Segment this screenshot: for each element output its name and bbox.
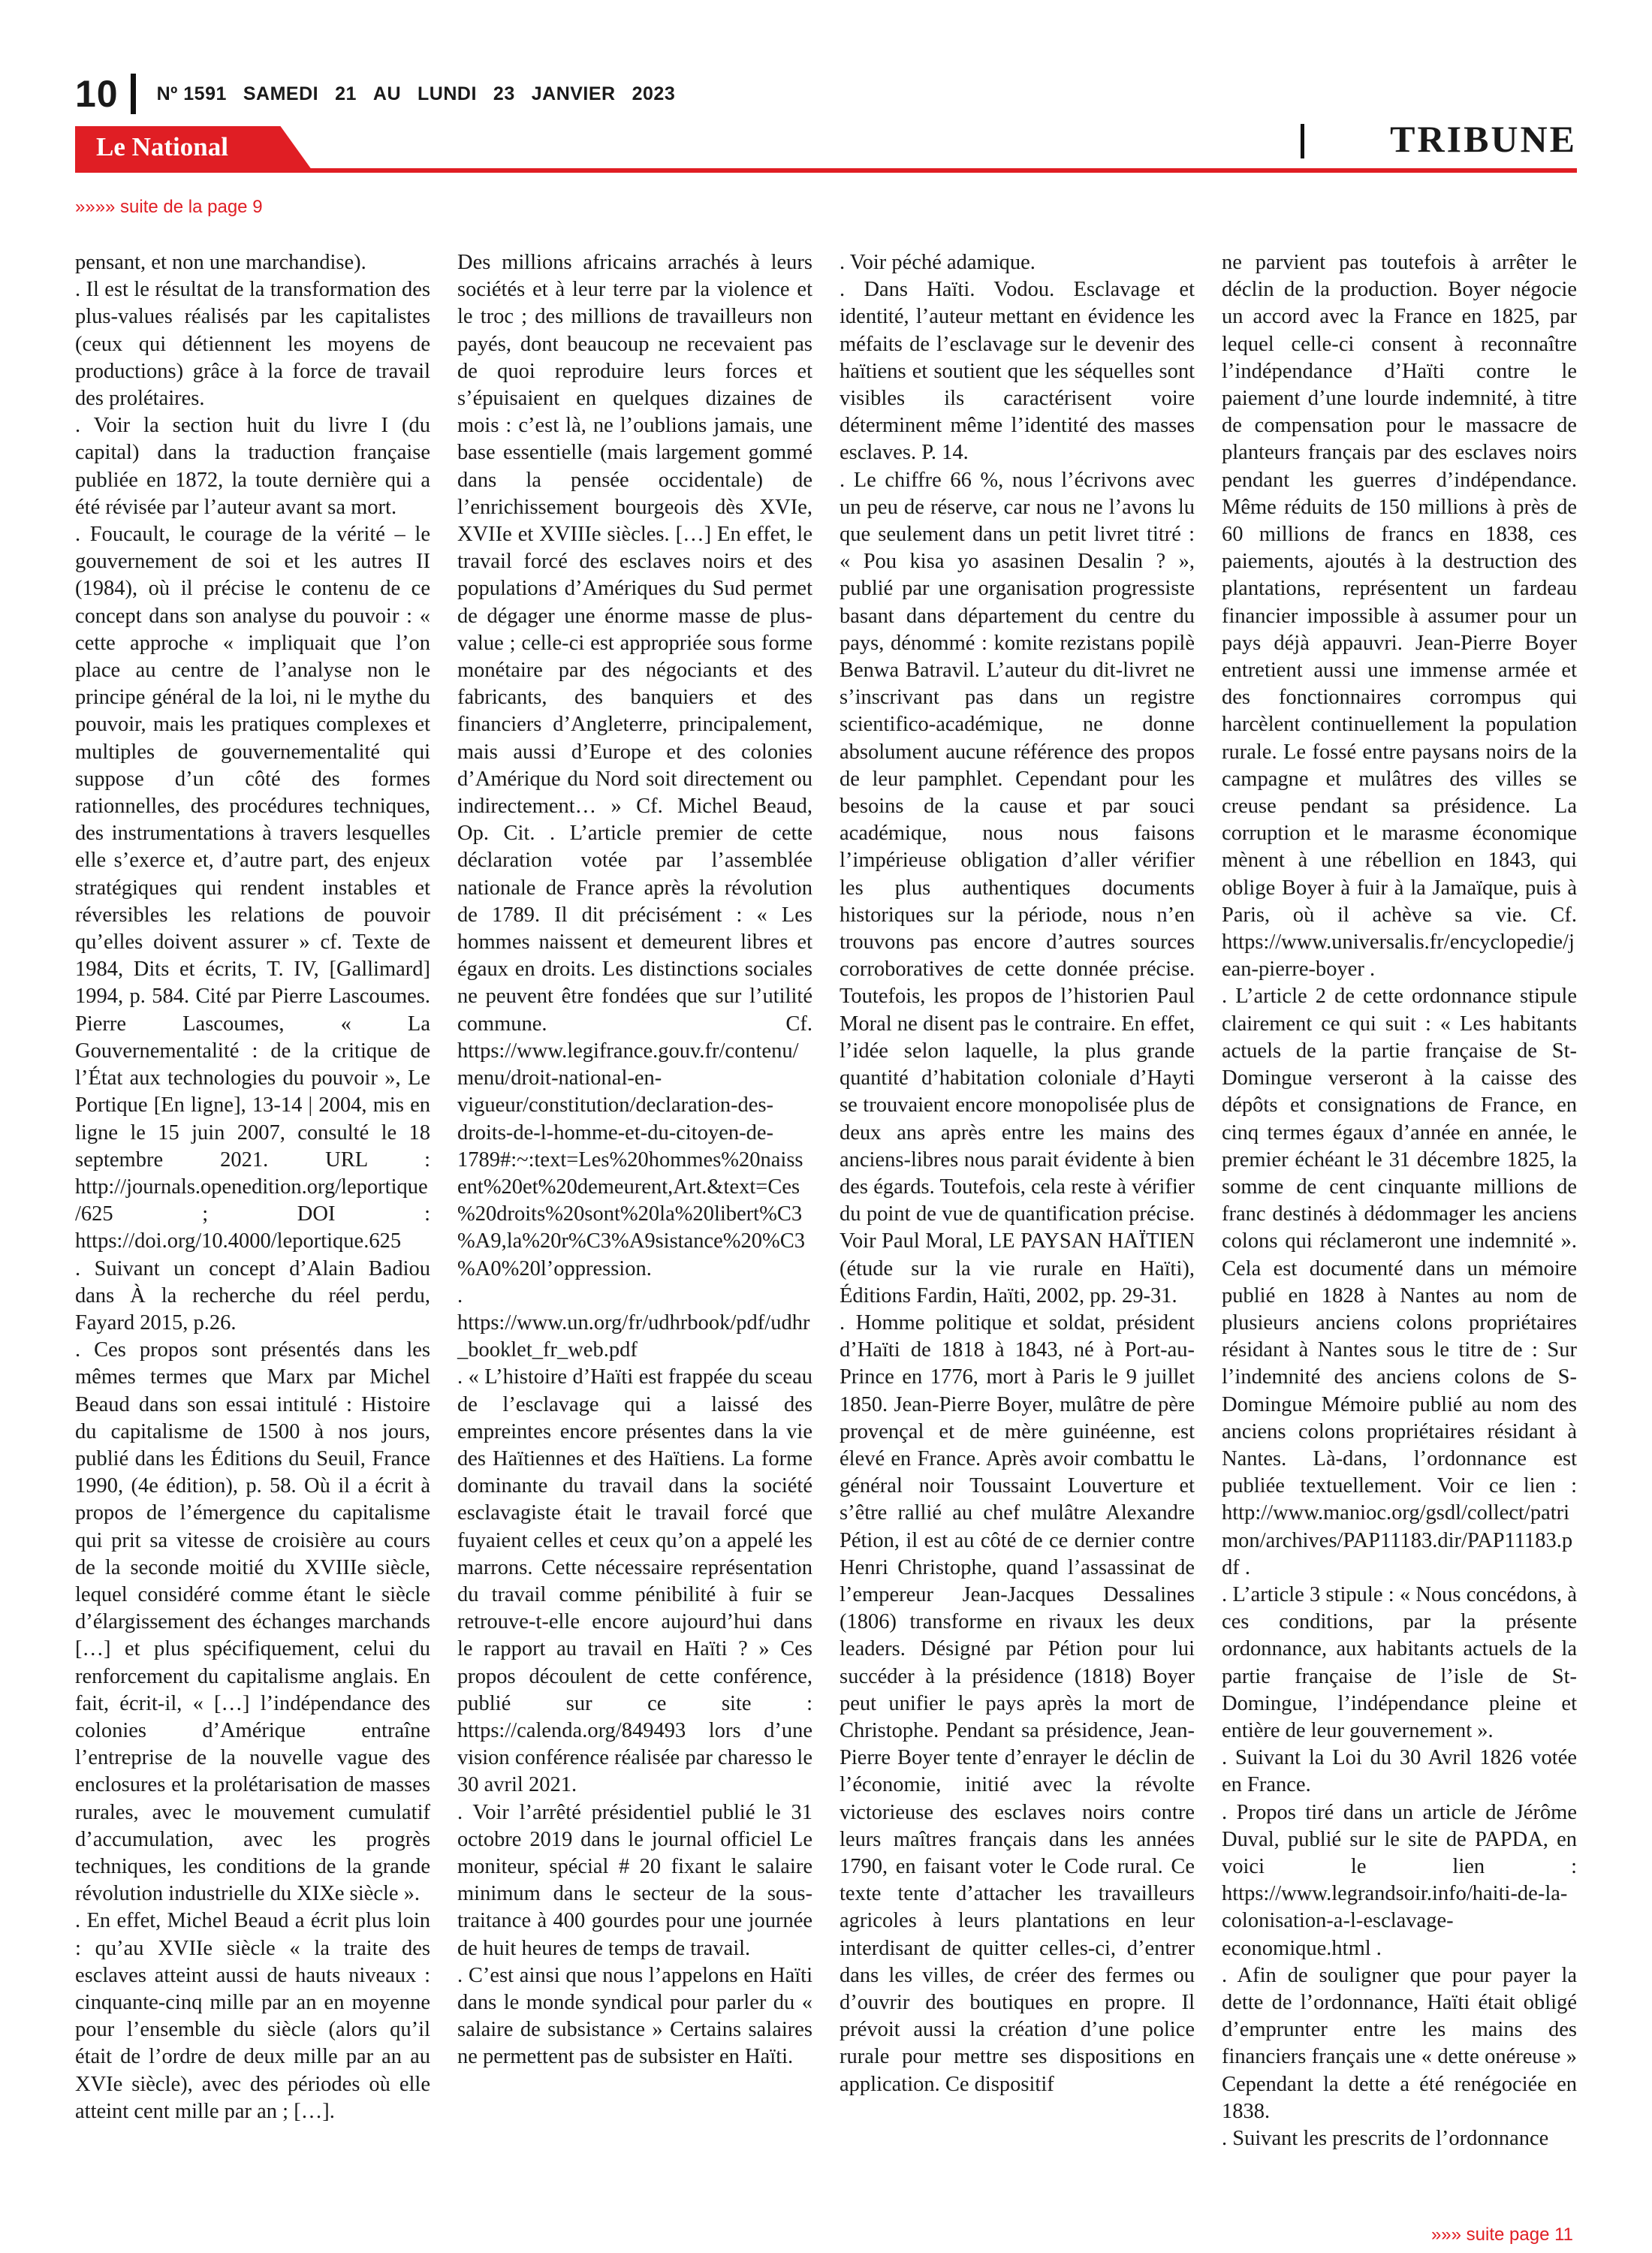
column-3 <box>840 249 1195 2187</box>
page-number: 10 <box>75 73 119 115</box>
column-1 <box>75 249 430 2187</box>
date-word: SAMEDI <box>243 83 319 104</box>
date-word: AU <box>372 83 402 104</box>
header-divider <box>131 74 136 114</box>
brand-logo: Le National <box>96 132 228 161</box>
date-word: 21 <box>335 83 357 104</box>
continued-from-link[interactable]: »»»» suite de la page 9 <box>75 197 263 217</box>
paragraph: . Afin de souligner que pour payer la dette de l’ordonnance, Haïti était obligé d’emprunter entre les mains des financiers français une « dette onéreuse » Cependant la dette a été renégociée en 1838. <box>1222 1963 1577 2123</box>
column-4 <box>1222 249 1577 2187</box>
paragraph: . Il est le résultat de la transformation des plus-values réalisés par les capitalistes (ceux qui détiennent les moyens de productions) grâce à la force de travail des prolétaires. <box>75 278 430 411</box>
paragraph: pensant, et non une marchandise). <box>75 251 366 274</box>
column-2 <box>457 249 812 2187</box>
paragraph: . https://www.un.org/fr/udhrbook/pdf/udhr_booklet_fr_web.pdf <box>457 1283 810 1362</box>
paragraph: . En effet, Michel Beaud a écrit plus loin : qu’au XVIIe siècle « la traite des esclaves atteint aussi de hauts niveaux : cinquante-cinq mille par an en moyenne pour l’ensemble du siècle (alors qu’il était de l’ordre de deux mille par an au XVIe siècle), avec des périodes où elle atteint cent mille par an ; […]. <box>75 1909 430 2123</box>
date-word: LUNDI <box>418 83 477 104</box>
date-word: JANVIER <box>531 83 616 104</box>
header-rule <box>75 168 1577 173</box>
paragraph: Des millions africains arrachés à leurs sociétés et à leur terre par la violence et le troc ; des millions de travailleurs non payés, dont beaucoup ne recevaient pas de quoi reproduire leurs forces et s’épuisaient en quelques dizaines de mois : c’est là, ne l’oublions jamais, une base essentielle (mais largement gommé dans la pensée occidentale) de l’enrichissement bourgeois dès XVIe, XVIIe et XVIIIe siècles. […] En effet, le travail forcé des esclaves noirs et des populations d’Amériques du Sud permet de dégager une énorme masse de plus-value ; celle-ci est appropriée sous forme monétaire par des négociants et des fabricants, des banquiers et des financiers d’Angleterre, principalement, mais aussi d’Europe et des colonies d’Amérique du Nord soit directement ou indirectement… » Cf. Michel Beaud, Op. Cit. . L’article premier de cette déclaration votée par l’assemblée nationale de France après la révolution de 1789. Il dit précisément : « Les hommes naissent et demeurent libres et égaux en droits. Les distinctions sociales ne peuvent être fondées que sur l’utilité commune. Cf. https://www.legifrance.gouv.fr/contenu/menu/droit-national-en-vigueur/constitution/declaration-des-droits-de-l-homme-et-du-citoyen-de-1789#:~:text=Les%20hommes%20naissent%20et%20demeurent,Art.&text=Ces%20droits%20sont%20la%20libert%C3%A9,la%20r%C3%A9sistance%20%C3%A0%20l’oppression. <box>457 251 812 1280</box>
paragraph: . L’article 3 stipule : « Nous concédons, à ces conditions, par la présente ordonnance, aux habitants actuels de la partie française de l’isle de St-Domingue, l’indépendance pleine et entière de leur gouvernement ». <box>1222 1582 1577 1742</box>
article-body <box>75 249 1577 2187</box>
continued-to-link[interactable]: »»» suite page 11 <box>1430 2224 1573 2245</box>
paragraph: . Foucault, le courage de la vérité – le gouvernement de soi et les autres II (1984), où il précise le contenu de ce concept dans son analyse du pouvoir : « cette approche « impliquait que l’on place au centre de l’analyse non le principe général de la loi, ni le mythe du pouvoir, mais les pratiques complexes et multiples de gouvernementalité qui suppose d’un côté des formes rationnelles, des procédures techniques, des instrumentations à travers lesquelles elle s’exerce et, d’autre part, des enjeux stratégiques qui rendent instables et réversibles les relations de pouvoir qu’elles doivent assurer » cf. Texte de 1984, Dits et écrits, T. IV, [Gallimard] 1994, p. 584. Cité par Pierre Lascoumes. Pierre Lascoumes, « La Gouvernementalité : de la critique de l’État aux technologies du pouvoir », Le Portique [En ligne], 13-14 | 2004, mis en ligne le 15 juin 2007, consulté le 18 septembre 2021. URL : http://journals.openedition.org/leportique/625 ; DOI : https://doi.org/10.4000/leportique.625 <box>75 523 430 1253</box>
section-divider <box>1301 124 1304 158</box>
date-word: 2023 <box>632 83 676 104</box>
paragraph: . Propos tiré dans un article de Jérôme Duval, publié sur le site de PAPDA, en voici le lien : https://www.legrandsoir.info/haiti-de-la-colonisation-a-l-esclavage-economique.html . <box>1222 1800 1577 1960</box>
paragraph: . L’article 2 de cette ordonnance stipule clairement ce qui suit : « Les habitants actuels de la partie française de St-Domingue verseront à la caisse des dépôts et consignations de France, en cinq termes égaux d’année en année, le premier échéant le 31 décembre 1825, la somme de cent cinquante millions de franc destinés à dédommager les anciens colons qui réclameront une indemnité ». Cela est documenté dans un mémoire publié en 1828 à Nantes au nom de plusieurs anciens colons propriétaires résidant à Nantes sous le titre de : Sur l’indemnité des anciens colons de S-Domingue Mémoire publié au nom des anciens colons propriétaires résidant à Nantes. Là-dans, l’ordonnance est publiée textuellement. Voir ce lien : http://www.manioc.org/gsdl/collect/patrimon/archives/PAP11183.dir/PAP11183.pdf . <box>1222 985 1577 1579</box>
issue-number: Nº 1591 <box>156 83 227 104</box>
paragraph: ne parvient pas toutefois à arrêter le déclin de la production. Boyer négocie un accord avec la France en 1825, par lequel celle-ci consent à reconnaître l’indépendance d’Haïti contre le paiement d’une lourde indemnité, à titre de compensation pour le massacre de planteurs français par des esclaves noirs pendant les guerres d’indépendance. Même réduits de 150 millions à près de 60 millions de francs en 1838, ces paiements, ajoutés à la destruction des plantations, représentent un fardeau financier impossible à assumer pour un pays déjà appauvri. Jean-Pierre Boyer entretient aussi une immense armée et des fonctionnaires corrompus qui harcèlent continuellement la population rurale. Le fossé entre paysans noirs de la campagne et mulâtres des villes se creuse pendant sa présidence. La corruption et le marasme économique mènent à une rébellion en 1843, qui oblige Boyer à fuir à la Jamaïque, puis à Paris, où il achève sa vie. Cf. https://www.universalis.fr/encyclopedie/jean-pierre-boyer . <box>1222 251 1577 982</box>
paragraph: . C’est ainsi que nous l’appelons en Haïti dans le monde syndical pour parler du « salaire de subsistance » Certains salaires ne permettent pas de subsister en Haïti. <box>457 1963 812 2069</box>
section-title: TRIBUNE <box>1390 118 1577 160</box>
issue-date-line <box>157 83 676 105</box>
paragraph: . Voir la section huit du livre I (du capital) dans la traduction française publiée en 1872, la toute dernière qui a été révisée par l’auteur avant sa mort. <box>75 414 430 519</box>
paragraph: . Suivant la Loi du 30 Avril 1826 votée en France. <box>1222 1746 1577 1797</box>
paragraph: . Suivant les prescrits de l’ordonnance <box>1222 2127 1549 2151</box>
page-header <box>75 71 675 116</box>
paragraph: . Suivant un concept d’Alain Badiou dans À la recherche du réel perdu, Fayard 2015, p.26. <box>75 1256 430 1335</box>
paragraph: . Ces propos sont présentés dans les mêmes termes que Marx par Michel Beaud dans son essai intitulé : Histoire du capitalisme de 1500 à nos jours, publié dans les Éditions du Seuil, France 1990, (4e édition), p. 58. Où il a écrit à propos de l’émergence du capitalisme qui prit sa vitesse de croisière au cours de la seconde moitié du XVIIIe siècle, lequel considéré comme étant le siècle d’élargissement des échanges marchands […] et plus spécifiquement, celui du renforcement du capitalisme anglais. En fait, écrit-il, « […] l’indépendance des colonies d’Amérique entraîne l’entreprise de la nouvelle vague des enclosures et la prolétarisation de masses rurales, avec le mouvement cumulatif d’accumulation, avec les progrès techniques, les conditions de la grande révolution industrielle du XIXe siècle ». <box>75 1338 430 1906</box>
paragraph: . Voir péché adamique. <box>840 251 1036 274</box>
paragraph: . Le chiffre 66 %, nous l’écrivons avec un peu de réserve, car nous ne l’avons lu que seulement dans un petit livret titré : « Pou kisa yo asasinen Desalin ? », publié par une organisation progressiste basant dans département du centre du pays, dénommé : komite rezistans popilè Benwa Batravil. L’auteur du dit-livret ne s’inscrivant pas dans un registre scientifico-académique, ne donne absolument aucune référence des propos de leur pamphlet. Cependant pour les besoins de la cause et par souci académique, nous nous faisons l’impérieuse obligation d’aller vérifier les plus authentiques documents historiques sur la période, nous n’en trouvons pas encore d’autres sources corroboratives de cette donnée précise. Toutefois, les propos de l’historien Paul Moral ne disent pas le contraire. En effet, l’idée selon laquelle, la plus grande quantité d’habitation coloniale d’Hayti se trouvaient encore monopolisée plus de deux ans après entre les mains des anciens-libres nous parait évidente à bien des égards. Toutefois, cela reste à vérifier du point de vue de quantification précise. Voir Paul Moral, LE PAYSAN HAÏTIEN (étude sur la vie rurale en Haïti), Éditions Fardin, Haïti, 2002, pp. 29-31. <box>840 468 1195 1307</box>
date-word: 23 <box>493 83 515 104</box>
paragraph: . « L’histoire d’Haïti est frappée du sceau de l’esclavage qui a laissé des empreintes encore présentes dans la vie des Haïtiennes et des Haïtiens. La forme dominante du travail dans la société esclavagiste était le travail forcé que fuyaient celles et ceux qu’on a appelé les marrons. Cette nécessaire représentation du travail comme pénibilité à fuir se retrouve-t-elle encore aujourd’hui dans le rapport au travail en Haïti ? » Ces propos découlent de cette conférence, publié sur ce site : https://calenda.org/849493 lors d’une vision conférence réalisée par charesso le 30 avril 2021. <box>457 1365 812 1797</box>
paragraph: . Homme politique et soldat, président d’Haïti de 1818 à 1843, né à Port-au-Prince en 1776, mort à Paris le 9 juillet 1850. Jean-Pierre Boyer, mulâtre de père provençal et de mère guinéenne, est élevé en France. Après avoir combattu le général noir Toussaint Louverture et s’être rallié au chef mulâtre Alexandre Pétion, il est au côté de ce dernier contre Henri Christophe, quand l’assassinat de l’empereur Jean-Jacques Dessalines (1806) transforme en rivaux les deux leaders. Désigné par Pétion pour lui succéder à la présidence (1818) Boyer peut unifier le pays après la mort de Christophe. Pendant sa présidence, Jean-Pierre Boyer tente d’enrayer le déclin de l’économie, initié avec la révolte victorieuse des esclaves noirs contre leurs maîtres français dans les années 1790, en faisant voter le Code rural. Ce texte tente d’attacher les travailleurs agricoles à leurs plantations en leur interdisant de quitter celles-ci, d’entrer dans les villes, de créer des fermes ou d’ouvrir des boutiques en propre. Il prévoit aussi la création d’une police rurale pour mettre ses dispositions en application. Ce dispositif <box>840 1310 1195 2096</box>
paragraph: . Dans Haïti. Vodou. Esclavage et identité, l’auteur mettant en évidence les méfaits de l’esclavage sur le devenir des haïtiens et soutient que les séquelles sont visibles ils caractérisent voire déterminent même l’identité des masses esclaves. P. 14. <box>840 278 1195 465</box>
paragraph: . Voir l’arrêté présidentiel publié le 31 octobre 2019 dans le journal officiel Le moniteur, spécial # 20 fixant le salaire minimum dans le secteur de la sous-traitance à 400 gourdes pour une journée de huit heures de temps de travail. <box>457 1800 812 1960</box>
